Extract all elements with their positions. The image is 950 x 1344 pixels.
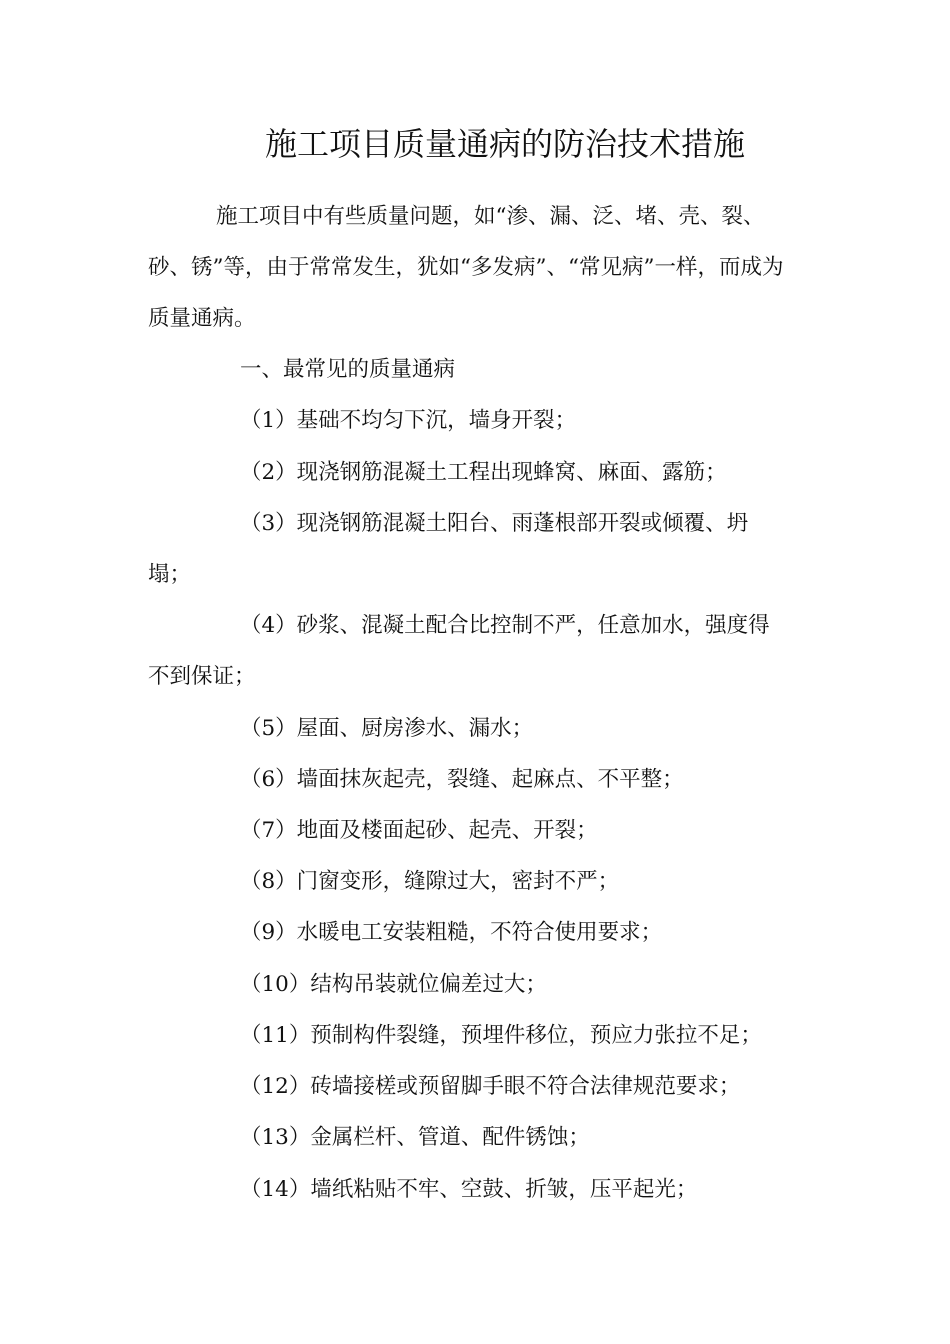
list-item-continuation: 不到保证；	[148, 664, 256, 689]
list-item: （10）结构吊装就位偏差过大；	[240, 972, 547, 997]
list-item: （9）水暖电工安装粗糙，不符合使用要求；	[240, 920, 663, 945]
list-item: （1）基础不均匀下沉，墙身开裂；	[240, 408, 577, 433]
list-item: （4）砂浆、混凝土配合比控制不严，任意加水，强度得	[240, 613, 770, 638]
list-item: （7）地面及楼面起砂、起壳、开裂；	[240, 818, 598, 843]
document-title: 施工项目质量通病的防治技术措施	[264, 125, 745, 163]
section-heading: 一、最常见的质量通病	[240, 357, 456, 382]
list-item: （8）门窗变形，缝隙过大，密封不严；	[240, 869, 620, 894]
list-item: （12）砖墙接槎或预留脚手眼不符合法律规范要求；	[240, 1074, 741, 1099]
list-item: （3）现浇钢筋混凝土阳台、雨蓬根部开裂或倾覆、坍	[240, 511, 749, 536]
intro-line-2: 砂、锈”等，由于常常发生，犹如“多发病”、“常见病”一样，而成为	[148, 255, 784, 280]
list-item: （14）墙纸粘贴不牢、空鼓、折皱，压平起光；	[240, 1177, 698, 1202]
list-item-continuation: 塌；	[148, 562, 192, 587]
intro-line-1: 施工项目中有些质量问题，如“渗、漏、泛、堵、壳、裂、	[216, 204, 765, 229]
list-item: （5）屋面、厨房渗水、漏水；	[240, 716, 534, 741]
intro-line-3: 质量通病。	[148, 306, 256, 331]
list-item: （6）墙面抹灰起壳，裂缝、起麻点、不平整；	[240, 767, 684, 792]
list-item: （11）预制构件裂缝，预埋件移位，预应力张拉不足；	[240, 1023, 762, 1048]
list-item: （13）金属栏杆、管道、配件锈蚀；	[240, 1125, 590, 1150]
list-item: （2）现浇钢筋混凝土工程出现蜂窝、麻面、露筋；	[240, 460, 727, 485]
